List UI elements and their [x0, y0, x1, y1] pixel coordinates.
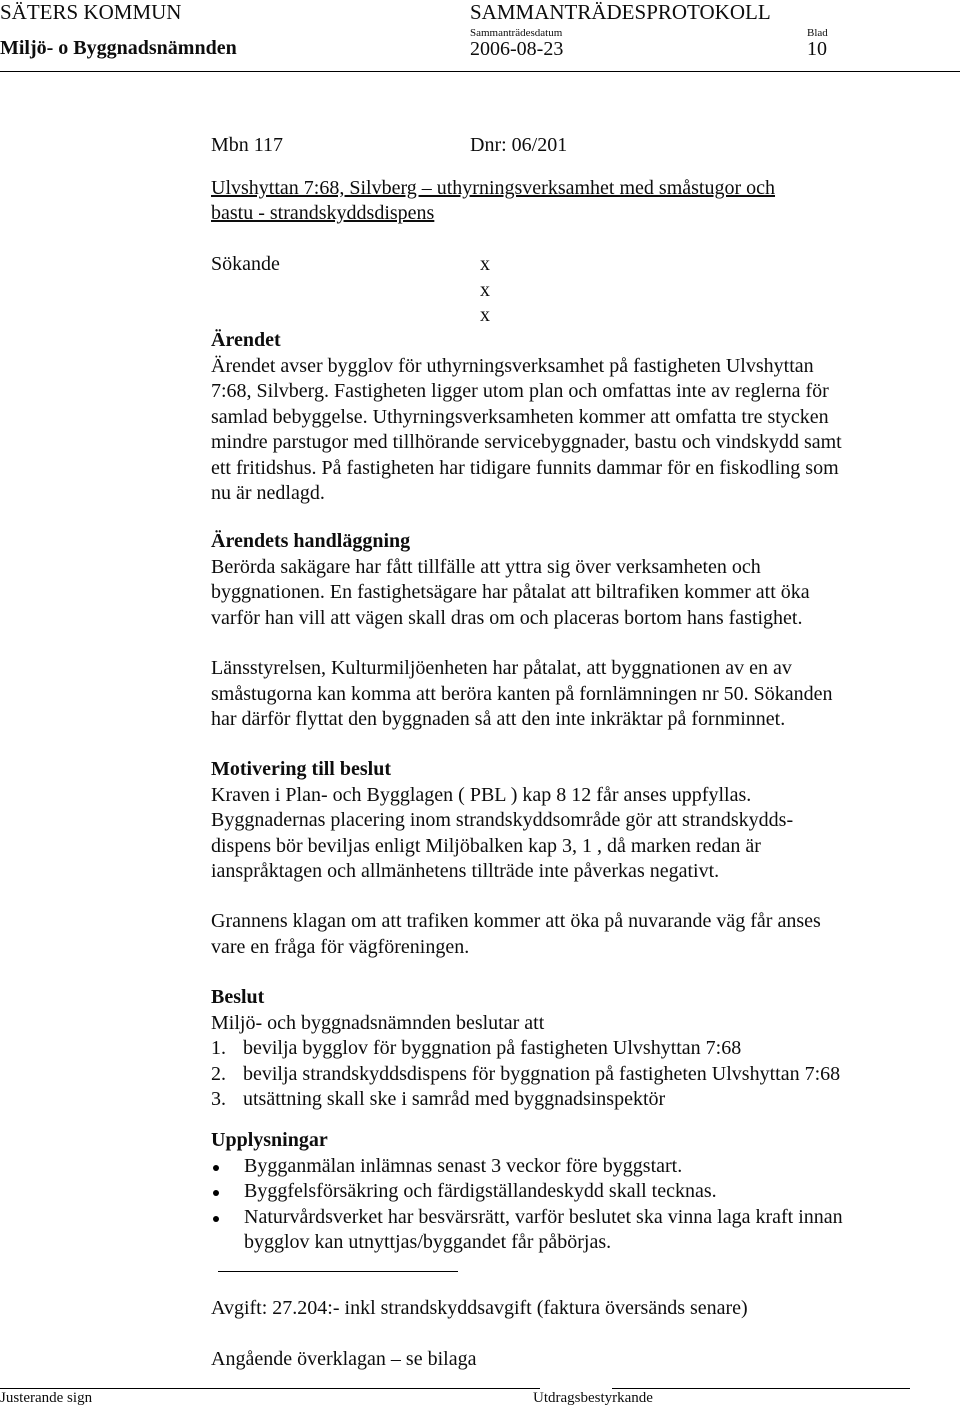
applicant-label: Sökande: [211, 253, 280, 275]
page-number: 10: [807, 38, 827, 60]
header-rule: [0, 71, 960, 72]
motivering-line: Kraven i Plan- och Bygglagen ( PBL ) kap 8 12 får anses uppfyllas.: [211, 783, 752, 806]
beslut-item-number: 3.: [211, 1088, 226, 1110]
upplysning-text: Bygganmälan inlämnas senast 3 veckor före byggstart.: [244, 1154, 683, 1177]
overklagan-text: Angående överklagan – se bilaga: [211, 1348, 477, 1370]
applicant-line: x: [480, 304, 490, 326]
beslut-item-number: 2.: [211, 1062, 226, 1085]
case-title-line2: bastu - strandskyddsdispens: [211, 202, 435, 224]
upplysningar-section: [211, 1128, 911, 1256]
upplysning-text: bygglov kan utnyttjas/byggandet får påbörjas.: [244, 1231, 612, 1253]
applicant-line: x: [480, 279, 490, 301]
handlaggning-section: [211, 529, 911, 631]
meeting-date: 2006-08-23: [470, 38, 564, 60]
upplysning-item: [211, 1154, 911, 1180]
applicant-line: x: [480, 253, 490, 275]
bullet-icon: [213, 1165, 219, 1171]
arendet-line: mindre parstugor med tillhörande servicebyggnader, bastu och vindskydd samt: [211, 431, 842, 453]
case-title-line1: Ulvshyttan 7:68, Silvberg – uthyrningsverksamhet med småstugor och: [211, 177, 776, 199]
footer-rule-right: [612, 1388, 910, 1389]
lansstyrelsen-line: småstugorna kan komma att beröra kanten på fornlämningen nr 50. Sökanden: [211, 682, 833, 705]
separator-rule: [218, 1271, 458, 1272]
beslut-intro: Miljö- och byggnadsnämnden beslutar att: [211, 1011, 545, 1034]
upplysning-item-continuation: [211, 1230, 911, 1256]
arendet-line: Ärendet avser bygglov för uthyrningsverksamhet på fastigheten Ulvshyttan: [211, 354, 814, 377]
arendet-line: ett fritidshus. På fastigheten har tidigare funnits dammar för en fiskodling som: [211, 456, 839, 479]
beslut-item-text: utsättning skall ske i samråd med byggnadsinspektör: [243, 1088, 666, 1110]
bullet-icon: [213, 1216, 219, 1222]
lansstyrelsen-paragraph: [211, 656, 911, 733]
bullet-icon: [213, 1190, 219, 1196]
arendet-heading: Ärendet: [211, 329, 281, 351]
beslut-item-text: bevilja bygglov för byggnation på fastigheten Ulvshyttan 7:68: [243, 1037, 742, 1059]
upplysning-text: Naturvårdsverket har besvärsrätt, varför beslutet ska vinna laga kraft innan: [244, 1205, 843, 1228]
beslut-heading: Beslut: [211, 986, 265, 1008]
motivering-line: ianspråktagen och allmänhetens tillträde inte påverkas negativt.: [211, 860, 720, 882]
beslut-item: [211, 1062, 911, 1088]
grannens-line: Grannens klagan om att trafiken kommer att öka på nuvarande väg får anses: [211, 910, 821, 932]
handlaggning-line: byggnationen. En fastighetsägare har påtalat att biltrafiken kommer att öka: [211, 581, 810, 603]
motivering-line: dispens bör beviljas enligt Miljöbalken kap 3, 1 , då marken redan är: [211, 834, 761, 857]
arendet-line: samlad bebyggelse. Uthyrningsverksamheten kommer att omfatta tre stycken: [211, 405, 829, 428]
footer-rule-left: [0, 1388, 540, 1389]
arendet-section: [211, 328, 911, 507]
footer-certification-label: Utdragsbestyrkande: [533, 1390, 653, 1406]
board-name: Miljö- o Byggnadsnämnden: [0, 37, 237, 59]
upplysningar-heading: Upplysningar: [211, 1129, 328, 1151]
motivering-section: [211, 757, 911, 885]
motivering-heading: Motivering till beslut: [211, 758, 391, 780]
beslut-item-text: bevilja strandskyddsdispens för byggnation på fastigheten Ulvshyttan 7:68: [243, 1062, 841, 1085]
upplysning-text: Byggfelsförsäkring och färdigställandeskydd skall tecknas.: [244, 1180, 717, 1202]
beslut-item-number: 1.: [211, 1037, 226, 1059]
handlaggning-heading: Ärendets handläggning: [211, 530, 411, 552]
page-label: Blad: [807, 27, 828, 39]
motivering-line: Byggnadernas placering inom strandskyddsområde gör att strandskydds-: [211, 809, 794, 831]
organization-name: SÄTERS KOMMUN: [0, 0, 182, 24]
grannens-paragraph: [211, 909, 911, 960]
grannens-line: vare en fråga för vägföreningen.: [211, 935, 470, 958]
handlaggning-line: varför han vill att vägen skall dras om och placeras bortom hans fastighet.: [211, 606, 803, 629]
beslut-item: [211, 1036, 911, 1062]
arendet-line: nu är nedlagd.: [211, 482, 325, 504]
document-type: SAMMANTRÄDESPROTOKOLL: [470, 0, 771, 24]
date-label: Sammanträdesdatum: [470, 27, 563, 39]
beslut-item: [211, 1087, 911, 1113]
beslut-section: [211, 985, 911, 1113]
case-reference: Mbn 117: [211, 134, 284, 156]
arendet-line: 7:68, Silvberg. Fastigheten ligger utom plan och omfattas inte av reglerna för: [211, 380, 829, 402]
lansstyrelsen-line: Länsstyrelsen, Kulturmiljöenheten har påtalat, att byggnationen av en av: [211, 657, 792, 679]
lansstyrelsen-line: har därför flyttat den byggnaden så att den inte inkräktar på fornminnet.: [211, 708, 786, 730]
handlaggning-line: Berörda sakägare har fått tillfälle att yttra sig över verksamheten och: [211, 555, 761, 578]
upplysning-item: [211, 1179, 911, 1205]
avgift-text: Avgift: 27.204:- inkl strandskyddsavgift (faktura översänds senare): [211, 1297, 748, 1319]
case-dnr: Dnr: 06/201: [470, 134, 568, 156]
footer-signature-label: Justerande sign: [0, 1390, 93, 1406]
upplysning-item: [211, 1205, 911, 1231]
